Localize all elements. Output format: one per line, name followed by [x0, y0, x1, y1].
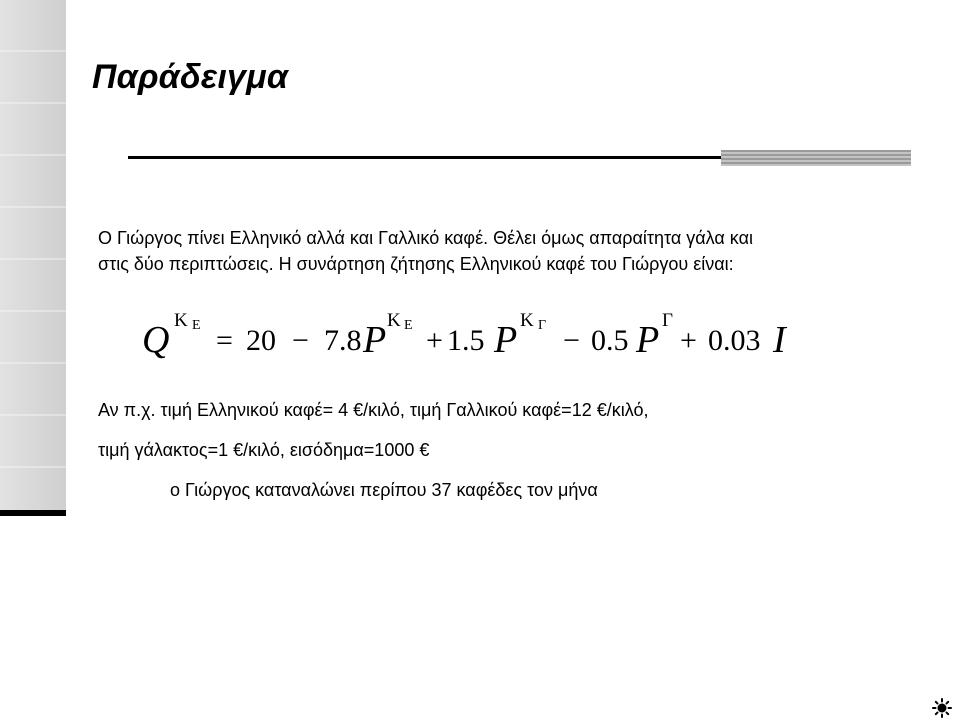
formula-constant: 20 — [246, 324, 276, 357]
formula-lhs-sub: Ε — [192, 318, 201, 333]
formula-minus-1: − — [292, 324, 309, 357]
formula-var-2-sup: Κ — [520, 310, 534, 331]
formula-minus-2: − — [563, 324, 580, 357]
title-accent-bar — [721, 150, 911, 166]
demand-formula — [142, 304, 822, 364]
formula-coef-4: 0.03 — [708, 324, 761, 357]
formula-var-2-sub: Γ — [538, 318, 547, 333]
formula-plus-2: + — [680, 324, 697, 357]
example-line-2: τιμή γάλακτος=1 €/κιλό, εισόδημα=1000 € — [98, 440, 430, 460]
formula-coef-1: 7.8 — [324, 324, 362, 357]
intro-line-1: Ο Γιώργος πίνει Ελληνικό αλλά και Γαλλικό καφέ. Θέλει όμως απαραίτητα γάλα και — [98, 228, 753, 248]
formula-var-4: I — [773, 319, 786, 361]
conclusion-line: ο Γιώργος καταναλώνει περίπου 37 καφέδες τον μήνα — [170, 480, 598, 500]
formula-lhs-var: Q — [142, 319, 170, 361]
slide-title: Παράδειγμα — [92, 58, 289, 96]
sidebar-base-line — [0, 510, 66, 516]
formula-lhs-sup: Κ — [174, 310, 188, 331]
intro-line-2: στις δύο περιπτώσεις. Η συνάρτηση ζήτησης Ελληνικού καφέ του Γιώργου είναι: — [98, 254, 734, 274]
example-line-1: Αν π.χ. τιμή Ελληνικού καφέ= 4 €/κιλό, τιμή Γαλλικού καφέ=12 €/κιλό, — [98, 400, 649, 420]
formula-var-1-sup: Κ — [387, 310, 401, 331]
formula-var-3-sup: Γ — [662, 310, 673, 331]
sun-icon[interactable] — [930, 698, 954, 718]
formula-plus-1: + — [426, 324, 443, 357]
formula-var-1: P — [363, 319, 387, 361]
sidebar-stripes — [0, 0, 66, 514]
formula-equals: = — [216, 324, 233, 357]
formula-var-3: P — [636, 319, 660, 361]
formula-var-2: P — [494, 319, 518, 361]
formula-coef-3: 0.5 — [591, 324, 629, 357]
formula-var-1-sub: Ε — [404, 318, 413, 333]
formula-coef-2: 1.5 — [447, 324, 485, 357]
